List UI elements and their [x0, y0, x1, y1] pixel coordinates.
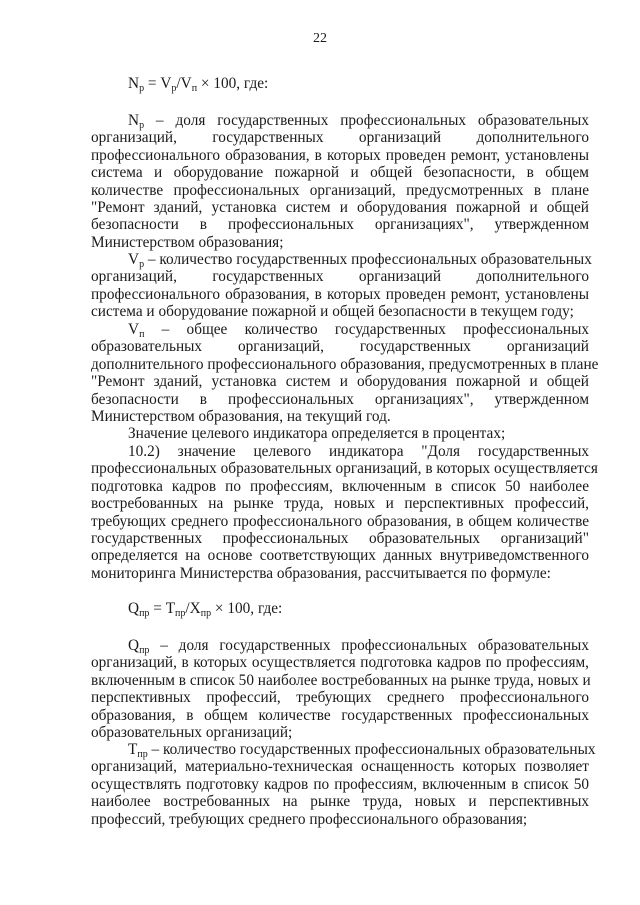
text-line: перспективных профессий, требующих среднего профессионального — [91, 689, 589, 707]
formula-np-equals: = V — [144, 75, 172, 92]
text-line: государственных профессиональных образовательных организаций" — [91, 529, 589, 547]
text-line — [91, 741, 596, 760]
symbol-subscript: р — [139, 120, 145, 131]
formula-q-x-subscript: пр — [200, 608, 212, 619]
text-line-content: – количество государственных профессиональных образовательных — [144, 251, 592, 268]
text-line — [91, 637, 589, 654]
text-line: профессионального образования, в которых проведен ремонт, установлены — [91, 146, 589, 164]
formula-np-symbol: N — [128, 75, 140, 92]
text-line: дополнительного профессионального образования, предусмотренных в плане — [91, 355, 599, 373]
text-line: организаций, материально-техническая оснащенность которых позволяет — [91, 758, 589, 776]
text-line: Министерством образования; — [91, 233, 284, 251]
text-line: профессионального образования, в которых проведен ремонт, установлены — [91, 285, 589, 303]
text-line: организаций, государственных организаций дополнительного — [91, 129, 589, 147]
text-line: 10.2) значение целевого индикатора "Доля государственных — [128, 443, 589, 460]
text-line: образования, в общем количестве государственных профессиональных — [91, 706, 589, 724]
formula-q-symbol: Q — [128, 600, 140, 617]
text-line — [91, 251, 592, 270]
symbol: V — [128, 321, 140, 338]
symbol: V — [128, 251, 140, 268]
formula-np — [128, 75, 268, 93]
formula-np-divide: /V — [176, 75, 192, 92]
text-line: наиболее востребованных на рынке труда, новых и перспективных — [91, 793, 589, 811]
text-line: количестве профессиональных организаций, предусмотренных в плане — [91, 181, 589, 199]
text-line: образовательных организаций, государственных организаций — [91, 338, 589, 356]
text-line: включенным в список 50 наиболее востребованных на рынке труда, новых и — [91, 671, 591, 689]
formula-q — [128, 600, 282, 618]
formula-q-t-subscript: пр — [175, 608, 186, 619]
text-line: определяется на основе соответствующих данных внутриведомственного — [91, 547, 589, 565]
definition-vn — [91, 321, 599, 425]
text-line: система и оборудование пожарной и общей безопасности, в общем — [91, 164, 589, 182]
page-number: 22 — [313, 31, 327, 46]
symbol: T — [128, 741, 138, 758]
text-line: организаций, государственных организаций дополнительного — [91, 268, 589, 286]
text-line: мониторинга Министерства образования, рассчитывается по формуле: — [91, 564, 551, 582]
symbol-subscript: пр — [139, 645, 150, 656]
text-line: система и оборудование пожарной и общей безопасности в текущем году; — [91, 303, 574, 321]
text-line: осуществлять подготовку кадров по профессиям, включенным в список 50 — [91, 775, 589, 793]
text-line: организаций, в которых осуществляется подготовка кадров по профессиям, — [91, 654, 589, 672]
text-line: "Ремонт зданий, установка систем и оборудования пожарной и общей — [91, 373, 589, 391]
text-line: образовательных организаций; — [91, 723, 293, 741]
definition-vp — [91, 251, 592, 321]
definition-t — [91, 741, 596, 828]
symbol-subscript: пр — [137, 749, 148, 760]
formula-np-vp-subscript: р — [171, 83, 177, 94]
formula-q-subscript: пр — [139, 608, 150, 619]
text-line: профессиональных образовательных организаций, в которых осуществляется — [91, 460, 598, 478]
definition-np — [91, 112, 589, 251]
symbol-subscript: р — [139, 259, 145, 270]
text-line: "Ремонт зданий, установка систем и оборудования пожарной и общей — [91, 198, 589, 216]
formula-q-divide: /X — [185, 600, 201, 617]
text-line — [91, 321, 589, 338]
text-line-content: – доля государственных профессиональных образовательных — [144, 112, 589, 129]
definition-q — [91, 637, 589, 741]
symbol-subscript: п — [139, 329, 145, 340]
symbol: N — [128, 112, 140, 129]
formula-np-rest: × 100, где: — [197, 75, 269, 92]
text-line: требующих среднего профессионального образования, в общем количестве — [91, 512, 589, 530]
formula-q-equals: = T — [149, 600, 176, 617]
text-line-content: – доля государственных профессиональных образовательных — [149, 637, 589, 654]
text-line — [91, 112, 589, 129]
text-line: безопасности в профессиональных организациях", утвержденном — [91, 390, 589, 408]
symbol: Q — [128, 637, 140, 654]
formula-q-rest: × 100, где: — [211, 600, 283, 617]
text-line: востребованных на рынке труда, новых и перспективных профессий, — [91, 495, 589, 513]
text-line-content: – общее количество государственных профессиональных — [144, 321, 589, 338]
text-line-content: – количество государственных профессиональных образовательных — [147, 741, 596, 758]
text-line: безопасности в профессиональных организациях", утвержденном — [91, 216, 589, 234]
formula-np-vn-subscript: п — [191, 83, 198, 94]
text-line: профессий, требующих среднего профессионального образования; — [91, 810, 528, 828]
text-line: Министерством образования, на текущий год. — [91, 407, 391, 425]
units-paragraph — [91, 425, 589, 442]
formula-np-subscript: р — [139, 83, 145, 94]
text-line: Значение целевого индикатора определяется в процентах; — [128, 425, 506, 442]
item-10-2-paragraph — [91, 443, 598, 582]
text-line: подготовка кадров по профессиям, включенным в список 50 наиболее — [91, 477, 589, 495]
